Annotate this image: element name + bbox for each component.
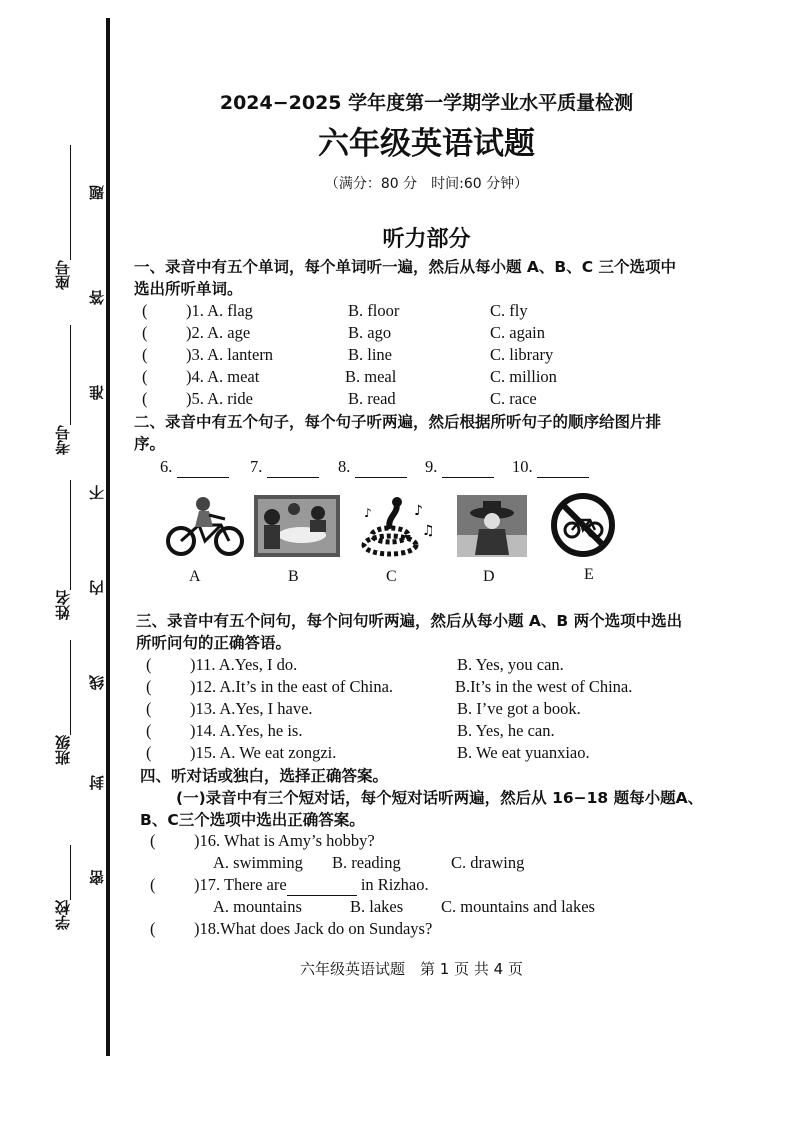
part2-instruction: 二、录音中有五个句子，每个句子听两遍，然后根据所听句子的顺序给图片排 序。 [134, 413, 662, 453]
field-name-label: 姓名 [54, 590, 72, 620]
seal-char: 准 [88, 385, 106, 400]
option-2c: C. again [490, 323, 545, 342]
picture-label-d: D [483, 568, 495, 585]
question-12: ( )12. A.It’s in the east of China. [146, 677, 394, 696]
question-1: ( )1. A. flag [142, 301, 253, 320]
question-14: ( )14. A.Yes, he is. [146, 721, 303, 740]
option-13b: B. I’ve got a book. [457, 699, 581, 718]
field-id-label: 考号 [54, 425, 72, 455]
question-16: ( )16. What is Amy’s hobby? [150, 831, 375, 850]
option-5c: C. race [490, 389, 537, 408]
people-eating-icon [254, 495, 340, 557]
option-15b: B. We eat yuanxiao. [457, 743, 590, 762]
snake-music-icon [360, 495, 440, 557]
field-id-blank[interactable] [70, 325, 71, 425]
seal-char: 密 [88, 870, 106, 885]
seal-char: 内 [88, 580, 106, 595]
question-17: ( )17. There are in Rizhao. [150, 875, 429, 894]
option-3b: B. line [348, 345, 392, 364]
seal-char: 封 [88, 775, 106, 790]
seal-char: 不 [88, 485, 106, 500]
question-3: ( )3. A. lantern [142, 345, 274, 364]
svg-text:♪: ♪ [364, 506, 372, 520]
section-title: 听力部分 [382, 226, 471, 252]
no-bikes-sign-icon [550, 492, 616, 558]
option-5b: B. read [348, 389, 396, 408]
q17-blank[interactable] [287, 875, 357, 896]
seal-char: 题 [88, 185, 106, 200]
exam-header-line: 2024−2025 学年度第一学期学业水平质量检测 [219, 92, 634, 114]
option-11b: B. Yes, you can. [457, 655, 564, 674]
option-4b: B. meal [345, 367, 397, 386]
svg-text:♪: ♪ [414, 503, 423, 519]
question-5: ( )5. A. ride [142, 389, 253, 408]
field-school-blank[interactable] [70, 845, 71, 900]
seal-char: 线 [88, 675, 106, 690]
field-school-label: 学校 [54, 900, 72, 930]
field-class-label: 班级 [54, 735, 72, 765]
picture-label-b: B [288, 568, 299, 585]
order-blank-9[interactable]: 9. [425, 457, 494, 478]
option-12b: B.It’s in the west of China. [455, 677, 633, 696]
picture-label-a: A [189, 568, 201, 585]
option-16b: B. reading [332, 853, 401, 872]
question-2: ( )2. A. age [142, 323, 251, 342]
part3-instruction: 三、录音中有五个问句，每个问句听两遍，然后从每小题 A、B 两个选项中选出 所听问句的正确答语。 [136, 612, 683, 652]
option-2b: B. ago [348, 323, 392, 342]
boy-riding-bike-icon [165, 495, 247, 557]
question-15: ( )15. A. We eat zongzi. [146, 743, 337, 762]
order-blank-7[interactable]: 7. [250, 457, 319, 478]
option-17c: C. mountains and lakes [441, 897, 595, 916]
question-13: ( )13. A.Yes, I have. [146, 699, 313, 718]
picture-label-c: C [386, 568, 397, 585]
svg-text:♫: ♫ [422, 523, 435, 539]
order-blank-10[interactable]: 10. [512, 457, 589, 478]
field-name-blank[interactable] [70, 480, 71, 590]
order-blank-8[interactable]: 8. [338, 457, 407, 478]
picture-label-e: E [584, 566, 594, 583]
lady-with-hat-icon [457, 495, 527, 557]
option-1b: B. floor [348, 301, 400, 320]
option-17b: B. lakes [350, 897, 404, 916]
question-11: ( )11. A.Yes, I do. [146, 655, 298, 674]
option-14b: B. Yes, he can. [457, 721, 555, 740]
exam-title: 六年级英语试题 [318, 126, 535, 162]
option-17a: A. mountains [213, 897, 302, 916]
option-16a: A. swimming [213, 853, 303, 872]
field-seat-label: 座号 [54, 260, 72, 290]
order-blank-6[interactable]: 6. [160, 457, 229, 478]
field-class-blank[interactable] [70, 640, 71, 735]
page-footer: 六年级英语试题 第 1 页 共 4 页 [300, 960, 523, 978]
exam-meta: （满分：80 分 时间:60 分钟） [324, 176, 529, 192]
seal-char: 答 [88, 290, 106, 305]
option-1c: C. fly [490, 301, 528, 320]
part4-instruction: 四、听对话或独白，选择正确答案。 [140, 767, 389, 785]
question-18: ( )18.What does Jack do on Sundays? [150, 919, 433, 938]
option-3c: C. library [490, 345, 554, 364]
option-16c: C. drawing [451, 853, 525, 872]
question-4: ( )4. A. meat [142, 367, 260, 386]
option-4c: C. million [490, 367, 557, 386]
part1-instruction: 一、录音中有五个单词，每个单词听一遍，然后从每小题 A、B、C 三个选项中 选出所听单词。 [134, 258, 676, 298]
part4-sub-instruction: (一)录音中有三个短对话，每个短对话听两遍，然后从 16−18 题每小题A、 B、C三个选项中选出正确答案。 [140, 789, 704, 829]
